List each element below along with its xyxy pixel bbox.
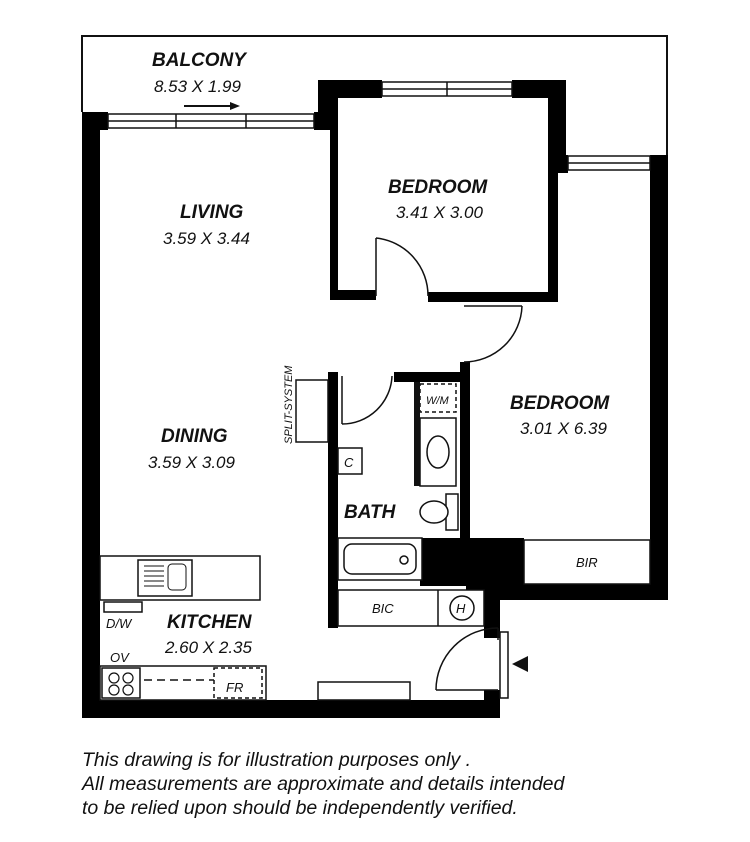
kitchen-dims: 2.60 X 2.35 bbox=[165, 638, 252, 657]
cooktop-burner bbox=[123, 673, 133, 683]
ov-label: OV bbox=[110, 650, 129, 665]
toilet-icon bbox=[420, 494, 458, 530]
wm-label: W/M bbox=[426, 395, 449, 407]
living-name: LIVING bbox=[180, 202, 244, 223]
bedroom1-name: BEDROOM bbox=[388, 177, 488, 198]
split-system-label: SPLIT-SYSTEM bbox=[283, 365, 295, 444]
bedroom2-name: BEDROOM bbox=[510, 393, 610, 414]
bath-name: BATH bbox=[344, 502, 396, 523]
bir-label: BIR bbox=[576, 555, 598, 570]
bathtub-icon bbox=[338, 538, 422, 580]
entry-arrow-icon bbox=[512, 656, 528, 672]
sliding-door-arrow-icon bbox=[184, 102, 240, 110]
wm-area bbox=[414, 382, 456, 486]
cooktop-burner bbox=[123, 685, 133, 695]
h-label: H bbox=[456, 601, 466, 616]
kitchen-bench bbox=[100, 556, 260, 612]
bedroom2-dims: 3.01 X 6.39 bbox=[520, 419, 607, 438]
cooktop-burner bbox=[109, 673, 119, 683]
disclaimer-line: to be relied upon should be independently verified. bbox=[82, 797, 518, 819]
kitchen-name: KITCHEN bbox=[167, 612, 252, 633]
disclaimer bbox=[82, 748, 722, 820]
balcony-name: BALCONY bbox=[152, 50, 246, 71]
bedroom1-dims: 3.41 X 3.00 bbox=[396, 203, 483, 222]
bic-label: BIC bbox=[372, 601, 394, 616]
balcony-dims: 8.53 X 1.99 bbox=[154, 77, 241, 96]
fr-label: FR bbox=[226, 680, 244, 695]
dw-label: D/W bbox=[106, 616, 132, 631]
dining-dims: 3.59 X 3.09 bbox=[148, 453, 235, 472]
dining-name: DINING bbox=[161, 426, 228, 447]
cooktop-burner bbox=[109, 685, 119, 695]
disclaimer-line: This drawing is for illustration purposes only . bbox=[82, 749, 472, 771]
living-dims: 3.59 X 3.44 bbox=[163, 229, 250, 248]
split-system-unit bbox=[283, 365, 328, 444]
disclaimer-line: All measurements are approximate and details intended bbox=[82, 773, 565, 795]
c-label: C bbox=[344, 455, 354, 470]
